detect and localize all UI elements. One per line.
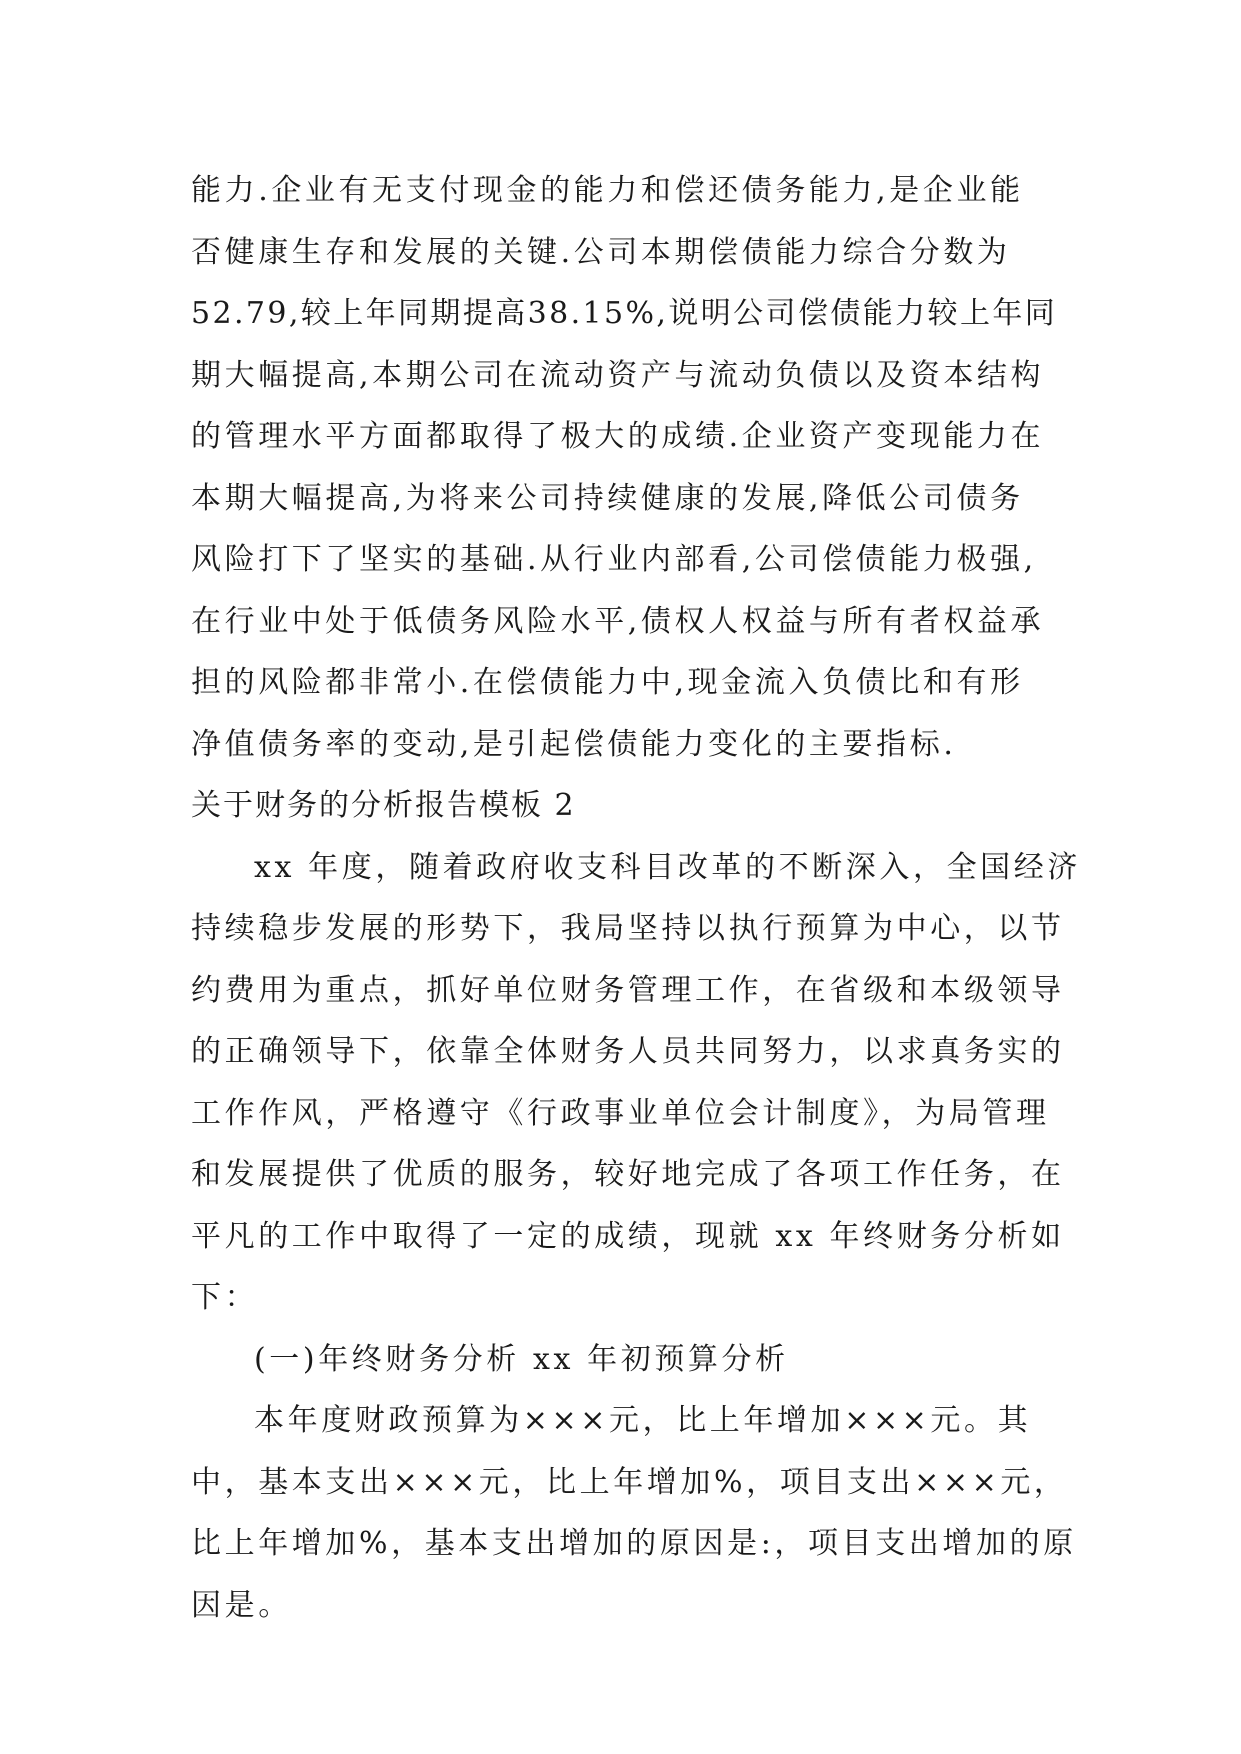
paragraph-line: 持续稳步发展的形势下，我局坚持以执行预算为中心，以节	[191, 911, 1065, 946]
paragraph-line: 在行业中处于低债务风险水平,债权人权益与所有者权益承	[191, 603, 1045, 639]
paragraph-line: 的管理水平方面都取得了极大的成绩.企业资产变现能力在	[191, 419, 1045, 454]
paragraph-line: 净值债务率的变动,是引起偿债能力变化的主要指标.	[191, 726, 957, 762]
paragraph-line: 工作作风，严格遵守《行政事业单位会计制度》，为局管理	[191, 1095, 1050, 1131]
paragraph-line: 平凡的工作中取得了一定的成绩，现就 xx 年终财务分析如	[191, 1218, 1065, 1254]
paragraph-line: 52.79,较上年同期提高38.15%,说明公司偿债能力较上年同	[191, 296, 1058, 331]
document-body	[191, 160, 1081, 1636]
paragraph-line: 风险打下了坚实的基础.从行业内部看,公司偿债能力极强,	[191, 542, 1037, 577]
subsection-heading: (一)年终财务分析 xx 年初预算分析	[254, 1341, 789, 1377]
section-heading: 关于财务的分析报告模板 2	[191, 788, 576, 823]
paragraph-line: 因是。	[191, 1587, 292, 1623]
paragraph-line: 本年度财政预算为×××元，比上年增加×××元。其	[254, 1403, 1032, 1438]
paragraph-line: 能力.企业有无支付现金的能力和偿还债务能力,是企业能	[191, 173, 1024, 208]
paragraph-line: 下：	[191, 1280, 259, 1315]
paragraph-line: 本期大幅提高,为将来公司持续健康的发展,降低公司债务	[191, 480, 1024, 516]
paragraph-line: 期大幅提高,本期公司在流动资产与流动负债以及资本结构	[191, 357, 1045, 393]
paragraph-line: 担的风险都非常小.在偿债能力中,现金流入负债比和有形	[191, 665, 1024, 700]
paragraph-line: 比上年增加%，基本支出增加的原因是:，项目支出增加的原	[191, 1526, 1077, 1561]
paragraph-line: 的正确领导下，依靠全体财务人员共同努力，以求真务实的	[191, 1034, 1065, 1069]
paragraph-line: 约费用为重点，抓好单位财务管理工作，在省级和本级领导	[191, 972, 1065, 1008]
paragraph-line: xx 年度，随着政府收支科目改革的不断深入，全国经济	[254, 849, 1081, 885]
paragraph-line: 否健康生存和发展的关键.公司本期偿债能力综合分数为	[191, 234, 1011, 270]
paragraph-line: 中，基本支出×××元，比上年增加%，项目支出×××元，	[191, 1464, 1068, 1500]
paragraph-line: 和发展提供了优质的服务，较好地完成了各项工作任务，在	[191, 1157, 1065, 1192]
